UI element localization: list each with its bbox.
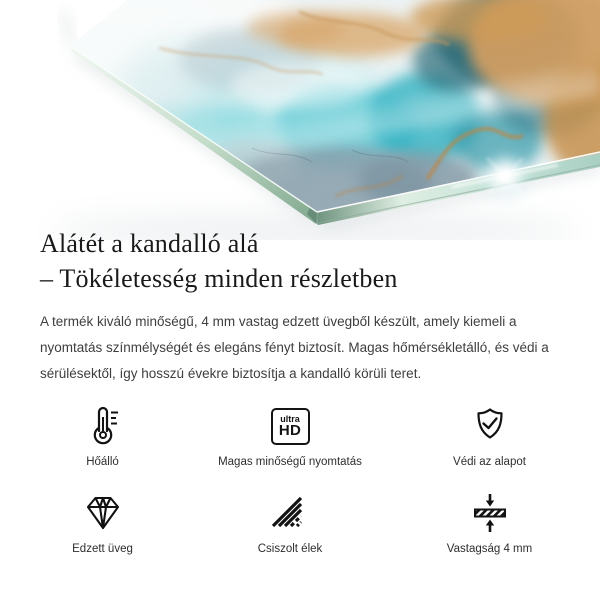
- ultra-hd-text-bottom: HD: [278, 421, 302, 439]
- page-title: [40, 226, 564, 296]
- ultra-hd-icon: [260, 404, 320, 448]
- feature-label: Csiszolt élek: [257, 543, 323, 555]
- thickness-4mm-icon: [460, 491, 520, 535]
- thermometer-icon: [73, 404, 133, 448]
- feature-label: Védi az alapot: [453, 456, 526, 468]
- feature-label: Hőálló: [86, 456, 119, 468]
- feature-grid: [40, 404, 564, 555]
- feature-label: Edzett üveg: [72, 543, 133, 555]
- product-description-text: A termék kiváló minőségű, 4 mm vastag edzett üvegből készült, amely kiemeli a nyomtatás színmélységét és elegáns fényt biztosít. Magas hőmérsékletálló, és védi a sérülésektől, így hosszú évekre biztosítja a kandalló körüli teret.: [40, 314, 549, 381]
- feature-thickness: [415, 491, 564, 555]
- feature-polished-edges: [165, 491, 415, 555]
- ultra-hd-text-top: ultra: [280, 413, 300, 424]
- shield-check-icon: [460, 404, 520, 448]
- polished-edges-icon: [260, 491, 320, 535]
- product-description-block: [40, 226, 564, 555]
- title-line-1: Alátét a kandalló alá: [40, 229, 259, 258]
- feature-print-quality: [165, 404, 415, 468]
- hero-image-wrap: [0, 0, 600, 240]
- feature-heat-resistant: [40, 404, 165, 468]
- feature-label: Magas minőségű nyomtatás: [218, 456, 362, 468]
- feature-protects-base: [415, 404, 564, 468]
- product-image: [0, 0, 600, 240]
- diamond-icon: [73, 491, 133, 535]
- feature-tempered-glass: [40, 491, 165, 555]
- title-line-2: – Tökéletesség minden részletben: [40, 264, 398, 293]
- feature-label: Vastagság 4 mm: [446, 543, 533, 555]
